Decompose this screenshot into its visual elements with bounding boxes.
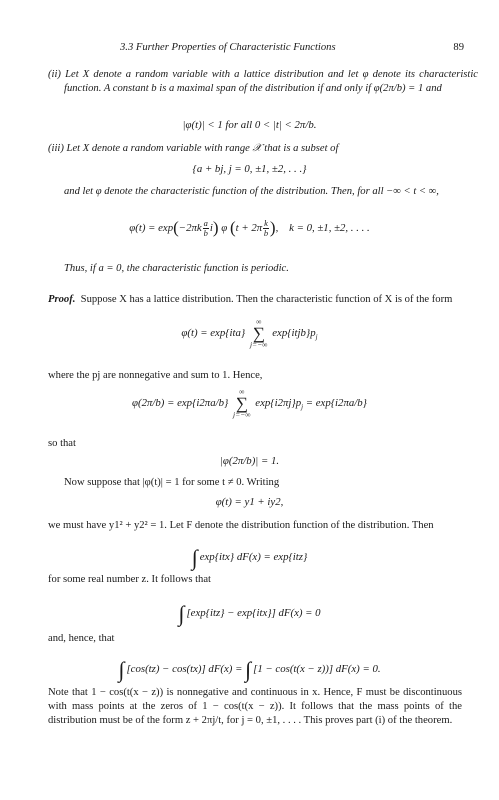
decomposition-equation: φ(t) = y1 + iy2,: [215, 496, 284, 508]
must-have-line: we must have y1² + y2² = 1. Let F denote the distribution function of the distribution. Then: [48, 520, 434, 531]
formula-k-range: k = 0, ±1, ±2, . . . .: [289, 222, 370, 234]
now-suppose-line: Now suppose that |φ(t)| = 1 for some t ≠ 0. Writing: [64, 477, 280, 488]
real-number-line: for some real number z. It follows that: [48, 574, 211, 585]
integral-icon: ∫: [178, 601, 185, 626]
page-header: [120, 42, 464, 56]
condition-equation: |φ(t)| < 1 for all 0 < |t| < 2π/b.: [182, 119, 317, 131]
integral-equation-3: ∫ [cos(tz) − cos(tx)] dF(x) = ∫ [1 − cos(t(x − z))] dF(x) = 0.: [118, 657, 381, 682]
final-paragraph: Note that 1 − cos(t(x − z)) is nonnegative and continuous in x. Hence, F must be discontinuous with mass points at the zeros of 1 − cos(t(x − z)). It follows that the mass points of the distribution must be of the form z + 2πj/t, for j = 0, ±1, . . . . This proves part (i) of the theorem.: [48, 687, 462, 726]
formula-left: φ(t) = exp: [129, 222, 174, 234]
integral-equation-2: ∫ [exp{itz} − exp{itx}] dF(x) = 0: [178, 601, 321, 626]
proof-label: Proof.: [48, 294, 76, 305]
where-line: where the pj are nonnegative and sum to 1. Hence,: [48, 370, 263, 381]
running-head: 3.3 Further Properties of Characteristic Functions: [120, 42, 336, 53]
proof-intro: [48, 293, 462, 307]
periodicity-formula: φ(t) = exp(−2πk $\frac{a}{b}$ i) φ (t + 2π $\frac{k}{b}$ ), k = 0, ±1, ±2, . . . .: [129, 218, 370, 239]
series-at-2pi-over-b: φ(2π/b) = exp{i2πa/b} ∞ ∑ j=−∞ $\exp\{i2\pi j\}p_j = \exp\{i2\pi a/b\}$: [132, 387, 367, 419]
item-text: Let X denote a random variable with range 𝒳 that is a subset of: [66, 143, 339, 154]
modulus-equation: |φ(2π/b)| = 1.: [219, 455, 280, 467]
item-label: (ii): [48, 69, 61, 80]
integral-icon: ∫: [191, 545, 198, 570]
so-that-line: so that: [48, 438, 76, 449]
item-text: Let X denote a random variable with a lattice distribution and let φ denote its characteristic function. A constant b is a maximal span of the distribution if and only if φ(2π/b) = 1 and: [64, 69, 478, 94]
lattice-set: {a + bj, j = 0, ±1, ±2, . . .}: [192, 163, 307, 175]
fraction-a-b: $\frac{a}{b}$: [203, 218, 208, 239]
integral-equation-1: ∫ exp{itx} dF(x) = exp{itz}: [191, 545, 308, 570]
theorem-conclusion: Thus, if a = 0, the characteristic function is periodic.: [64, 263, 289, 274]
integral-icon: ∫: [118, 657, 125, 682]
theorem-item-iii-continued: and let φ denote the characteristic function of the distribution. Then, for all −∞ < t < ∞,: [64, 186, 439, 197]
theorem-item-iii: [48, 142, 478, 156]
char-function-series: φ(t) = exp{ita} ∞ ∑ j=−∞ $\exp\{itjb\}p_j$: [181, 317, 318, 349]
proof-intro-text: Suppose X has a lattice distribution. Then the characteristic function of X is of the form: [80, 294, 453, 305]
integral-icon: ∫: [245, 657, 252, 682]
hence-that-line: and, hence, that: [48, 633, 115, 644]
fraction-k-b: $\frac{k}{b}$: [263, 218, 269, 239]
theorem-item-ii: [48, 68, 478, 96]
page-number: 89: [453, 42, 464, 53]
sum-symbol: ∞ ∑ j=−∞: [249, 317, 268, 349]
sum-symbol: ∞ ∑ j=−∞: [233, 387, 251, 419]
item-label: (iii): [48, 143, 64, 154]
